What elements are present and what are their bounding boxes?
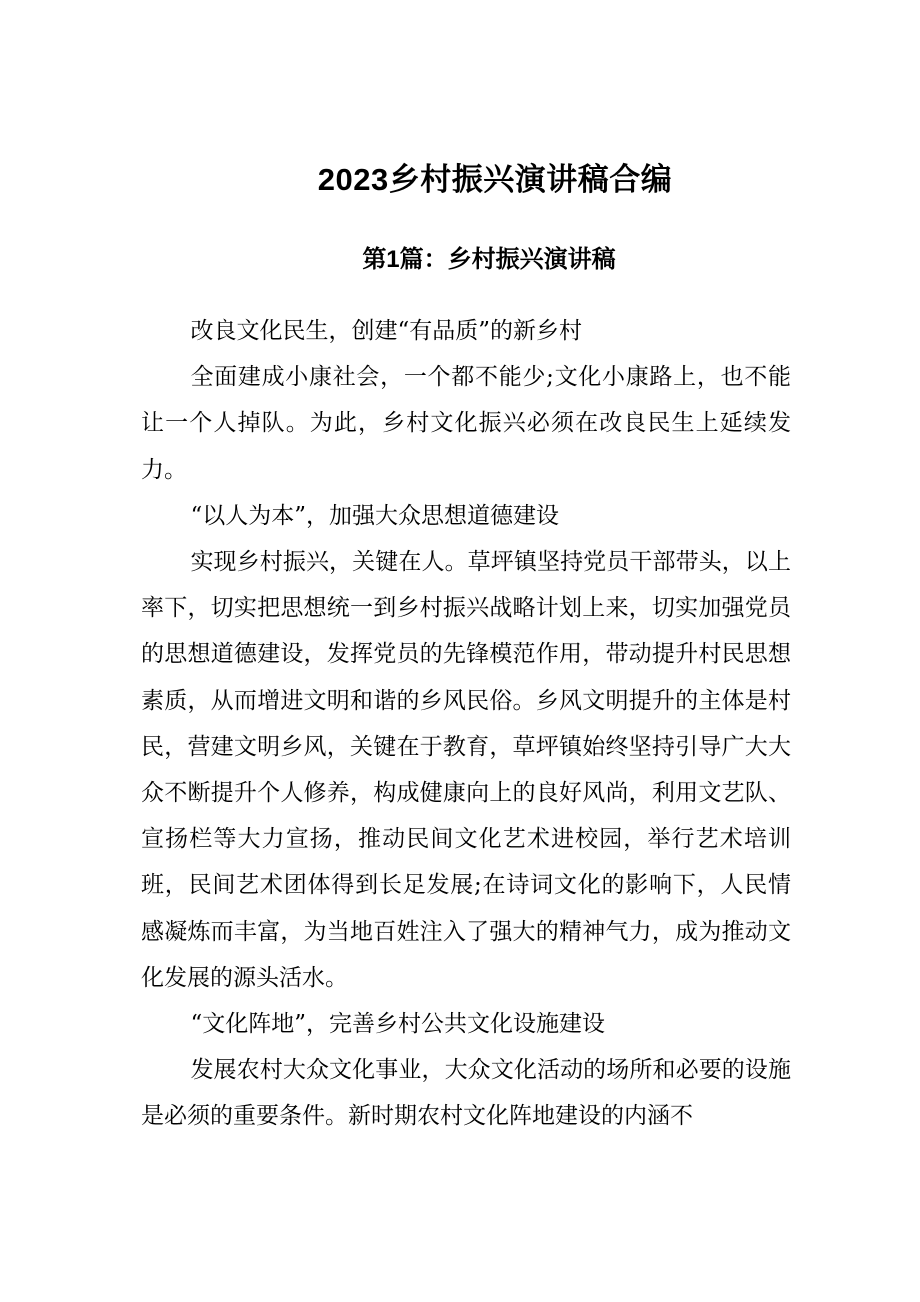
section-heading: 第1篇：乡村振兴演讲稿 bbox=[362, 246, 616, 273]
paragraph-rural-revitalization: 实现乡村振兴，关键在人。草坪镇坚持党员干部带头，以上率下，切实把思想统一到乡村振兴战略计划上来，切实加强党员的思想道德建设，发挥党员的先锋模范作用，带动提升村民思想素质，从而增进文明和谐的乡风民俗。乡风文明提升的主体是村民，营建文明乡风，关键在于教育，草坪镇始终坚持引导广大大众不断提升个人修养，构成健康向上的良好风尚，利用文艺队、宣扬栏等大力宣扬，推动民间文化艺术进校园，举行艺术培训班，民间艺术团体得到长足发展;在诗词文化的影响下，人民情感凝炼而丰富，为当地百姓注入了强大的精神气力，成为推动文化发展的源头活水。 bbox=[141, 549, 791, 991]
paragraph-subheading-improve-culture: 改良文化民生，创建“有品质”的新乡村 bbox=[190, 318, 582, 344]
paragraph-subheading-people-oriented: “以人为本”，加强大众思想道德建设 bbox=[190, 502, 559, 529]
paragraph-subheading-cultural-front: “文化阵地”，完善乡村公共文化设施建设 bbox=[190, 1011, 605, 1038]
paragraph-xiaokang: 全面建成小康社会，一个都不能少;文化小康路上，也不能让一个人掉队。为此，乡村文化振兴必须在改良民生上延续发力。 bbox=[141, 364, 791, 483]
document-title: 2023乡村振兴演讲稿合编 bbox=[317, 162, 673, 197]
paragraph-cultural-facilities: 发展农村大众文化事业，大众文化活动的场所和必要的设施是必须的重要条件。新时期农村文化阵地建设的内涵不 bbox=[141, 1057, 791, 1130]
document-body bbox=[141, 308, 791, 1140]
